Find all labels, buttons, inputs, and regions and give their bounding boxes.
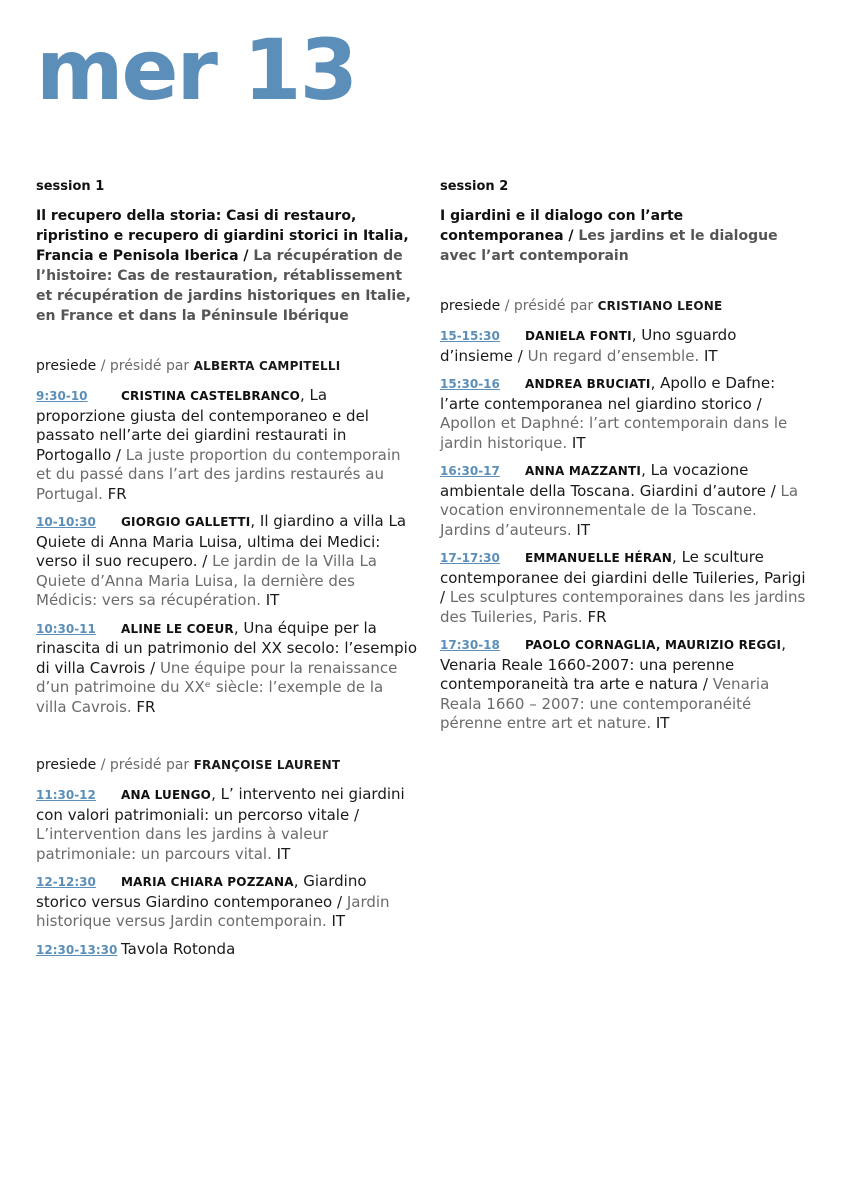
chair-label-it: presiede (36, 757, 97, 773)
talk-item (440, 461, 810, 540)
chair-label-fr: présidé par (109, 358, 190, 374)
talk-language: FR (102, 484, 127, 503)
chair-label-fr: présidé par (513, 298, 594, 314)
talk-title-fr: La juste proportion du contemporain et du passé dans l’art des jardins restaurés au Portugal. (36, 445, 401, 503)
talk-item (36, 872, 418, 932)
talk-speaker: CRISTINA CASTELBRANCO (121, 389, 301, 403)
chair-label-fr: présidé par (109, 757, 190, 773)
talk-title-it: , Apollo e Dafne: l’arte contemporanea nel giardino storico / (440, 374, 776, 413)
talk-language: IT (271, 844, 291, 863)
talk-language: IT (651, 714, 670, 732)
chair-label-it: presiede (36, 358, 97, 374)
talk-title-it: , Uno sguardo d’insieme / (440, 326, 737, 365)
talk-item (36, 619, 418, 718)
talk-title-fr: Les sculptures contemporaines dans les jardins des Tuileries, Paris. (440, 588, 806, 626)
talk-speaker: ANA LUENGO (121, 788, 212, 802)
session-1-label: session 1 (36, 179, 105, 194)
session-2-title-it: I giardini e il dialogo con l’arte contemporanea / (440, 208, 684, 244)
talk-time-link[interactable]: 9:30-10 (36, 389, 88, 403)
talk-time-link[interactable]: 12-12:30 (36, 875, 96, 889)
talk-title-fr: Une équipe pour la renaissance d’un patrimoine du XXᵉ siècle: l’exemple de la villa Cavrois. (36, 658, 398, 716)
talk-time-link[interactable]: 12:30-13:30 (36, 942, 118, 957)
talk-item (440, 548, 810, 627)
session-1-column (36, 178, 418, 968)
session-2-talks (440, 326, 810, 734)
session-1-talks-2 (36, 785, 418, 960)
chair-slash: / (96, 358, 110, 374)
talk-language: IT (699, 346, 718, 365)
talk-title-it: , Il giardino a villa La Quiete di Anna Maria Luisa, ultima dei Medici: verso il suo recupero. / (36, 512, 407, 570)
session-2-column (440, 178, 810, 742)
talk-title-it: , La vocazione ambientale della Toscana. Giardini d’autore / (440, 461, 776, 500)
talk-language: FR (582, 607, 607, 626)
talk-item (440, 326, 810, 366)
talk-title-it: , Una équipe per la rinascita di un patrimonio del XX secolo: l’esempio di villa Cavrois / (36, 618, 418, 677)
talk-title-fr: Jardin historique versus Jardin contemporain. (36, 892, 390, 930)
talk-time-link[interactable]: 17:30-18 (440, 638, 500, 652)
talk-time-link[interactable]: 10-10:30 (36, 515, 96, 529)
talk-speaker: ANDREA BRUCIATI (525, 377, 651, 391)
talk-time-link[interactable]: 11:30-12 (36, 788, 96, 802)
roundtable-label: Tavola Rotonda (121, 939, 236, 958)
talk-speaker: PAOLO CORNAGLIA, MAURIZIO REGGI (525, 638, 782, 652)
talk-speaker: ANNA MAZZANTI (525, 464, 642, 478)
talk-title-it: , Le sculture contemporanee dei giardini delle Tuileries, Parigi / (440, 548, 806, 606)
session-1-title-it: Il recupero della storia: Casi di restauro, ripristino e recupero di giardini storici in Italia, Francia e Penisola Iberica / (36, 208, 409, 264)
session-2-title (440, 206, 810, 266)
talk-time-link[interactable]: 16:30-17 (440, 464, 500, 478)
day-title: mer 13 (36, 21, 357, 119)
chair-name: ALBERTA CAMPITELLI (193, 359, 341, 373)
session-1-chair-2 (36, 755, 418, 775)
session-1-title-fr: La récupération de l’histoire: Cas de restauration, rétablissement et récupération de jardins historiques en Italie, en France et dans la Péninsule Ibérique (36, 248, 411, 324)
session-1-chair-1 (36, 356, 418, 376)
talk-title-it: , Giardino storico versus Giardino contemporaneo / (36, 872, 367, 911)
chair-label-it: presiede (440, 298, 501, 314)
chair-name: CRISTIANO LEONE (597, 299, 723, 313)
talk-title-it: , L’ intervento nei giardini con valori patrimoniali: un percorso vitale / (36, 785, 405, 824)
chair-slash: / (96, 757, 110, 773)
talk-language: IT (567, 433, 586, 452)
talk-speaker: DANIELA FONTI (525, 329, 632, 343)
talk-time-link[interactable]: 10:30-11 (36, 621, 96, 636)
session-1-title (36, 206, 418, 326)
talk-item (36, 785, 418, 864)
talk-item (440, 374, 810, 453)
talk-language: IT (571, 520, 591, 539)
talk-time-link[interactable]: 15-15:30 (440, 329, 500, 343)
talk-language: FR (131, 697, 156, 716)
talk-speaker: ALINE LE COEUR (121, 621, 234, 636)
talk-title-fr: L’intervention dans les jardins à valeur patrimoniale: un parcours vital. (36, 825, 329, 863)
session-1-talks-1 (36, 386, 418, 717)
talk-item (36, 386, 418, 504)
talk-title-fr: La vocation environnementale de la Toscane. Jardins d’auteurs. (440, 481, 799, 539)
talk-title-it: , La proporzione giusta del contemporaneo e del passato nell’arte dei giardini restaurati in Portogallo / (36, 386, 369, 464)
session-2-title-fr: Les jardins et le dialogue avec l’art contemporain (440, 228, 778, 264)
talk-item (36, 512, 418, 611)
talk-language: IT (326, 912, 346, 930)
talk-speaker: MARIA CHIARA POZZANA (121, 875, 294, 889)
talk-title-fr: Venaria Reala 1660 – 2007: une contemporanéité pérenne entre art et nature. (440, 675, 770, 732)
chair-name: FRANÇOISE LAURENT (193, 758, 341, 772)
talk-speaker: GIORGIO GALLETTI (121, 515, 251, 529)
talk-time-link[interactable]: 15:30-16 (440, 377, 500, 391)
session-2-chair (440, 296, 810, 316)
talk-title-fr: Apollon et Daphné: l’art contemporain dans le jardin historique. (440, 414, 788, 452)
talk-title-it: , Venaria Reale 1660-2007: una perenne contemporaneità tra arte e natura / (440, 635, 787, 693)
talk-item (440, 635, 810, 734)
talk-time-link[interactable]: 17-17:30 (440, 551, 500, 565)
chair-slash: / (500, 298, 514, 314)
talk-title-fr: Un regard d’ensemble. (522, 346, 700, 365)
talk-speaker: EMMANUELLE HÉRAN (525, 551, 673, 565)
talk-language: IT (260, 591, 280, 609)
talk-title-fr: Le jardin de la Villa La Quiete d’Anna Maria Luisa, la dernière des Médicis: vers sa récupération. (36, 552, 378, 609)
roundtable-item (36, 940, 418, 961)
session-2-label: session 2 (440, 179, 509, 194)
